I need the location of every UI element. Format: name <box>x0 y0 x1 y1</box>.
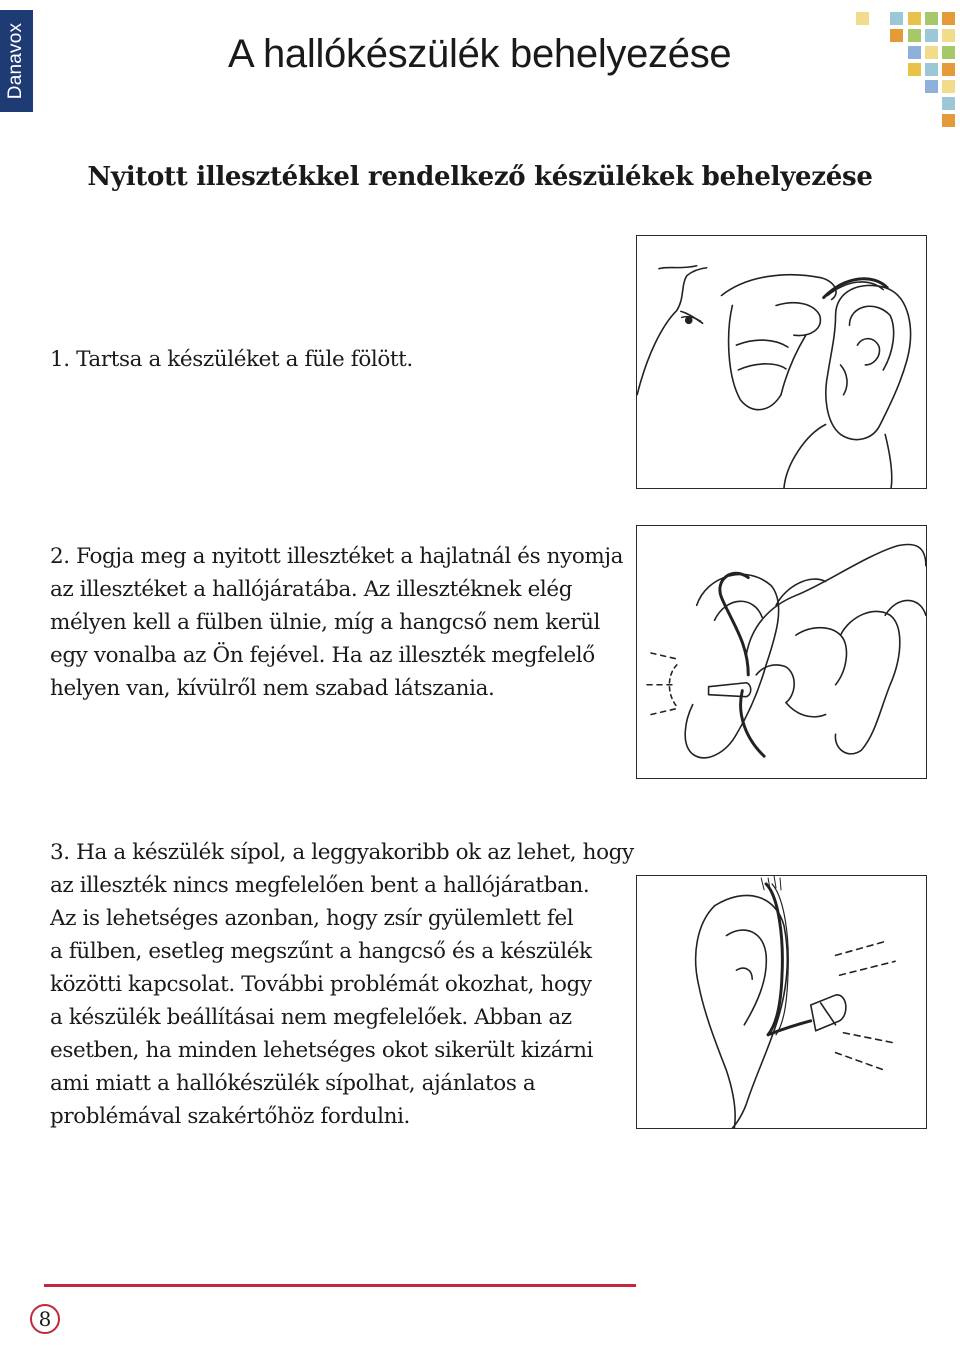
decorative-mosaic <box>852 8 960 133</box>
step-3-line: Az is lehetséges azonban, hogy zsír gyülemlett fel <box>50 906 574 931</box>
step-2-line: mélyen kell a fülben ülnie, míg a hangcső nem kerül <box>50 610 601 635</box>
page-title: A hallókészülék behelyezése <box>228 32 732 76</box>
step-2-line: helyen van, kívülről nem szabad látszania. <box>50 676 495 701</box>
step-2-line: 2. Fogja meg a nyitott illesztéket a hajlatnál és nyomja <box>50 544 624 569</box>
step-3-line: a fülben, esetleg megszűnt a hangcső és a készülék <box>50 939 592 964</box>
step-3-line: az illeszték nincs megfelelően bent a hallójáratban. <box>50 873 590 898</box>
step-2-text <box>50 540 623 705</box>
step-3-line: közötti kapcsolat. További problémát okozhat, hogy <box>50 972 592 997</box>
illustration-fitting-in-ear-canal <box>636 875 927 1129</box>
step-3-line: esetben, ha minden lehetséges okot sikerült kizárni <box>50 1038 593 1063</box>
step-2-line: egy vonalba az Ön fejével. Ha az illeszték megfelelő <box>50 643 595 668</box>
footer-rule <box>44 1284 636 1287</box>
step-3-line: problémával szakértőhöz fordulni. <box>50 1104 410 1129</box>
step-3-line: ami miatt a hallókészülék sípolhat, ajánlatos a <box>50 1071 536 1096</box>
brand-tab <box>0 10 33 112</box>
brand-label: Danavox <box>5 22 27 100</box>
step-2-line: az illesztéket a hallójáratába. Az illesztéknek elég <box>50 577 573 602</box>
step-3-line: a készülék beállításai nem megfelelőek. Abban az <box>50 1005 572 1030</box>
illustration-insert-open-fitting <box>636 525 927 779</box>
section-title: Nyitott illesztékkel rendelkező készülékek behelyezése <box>87 162 873 192</box>
page-number <box>30 1304 60 1334</box>
step-1-line: 1. Tartsa a készüléket a füle fölött. <box>50 347 413 372</box>
step-3-text <box>50 836 634 1133</box>
step-1-text <box>50 343 413 376</box>
step-3-line: 3. Ha a készülék sípol, a leggyakoribb ok az lehet, hogy <box>50 840 634 865</box>
page-number-label: 8 <box>38 1307 52 1331</box>
illustration-hold-device-over-ear <box>636 235 927 489</box>
